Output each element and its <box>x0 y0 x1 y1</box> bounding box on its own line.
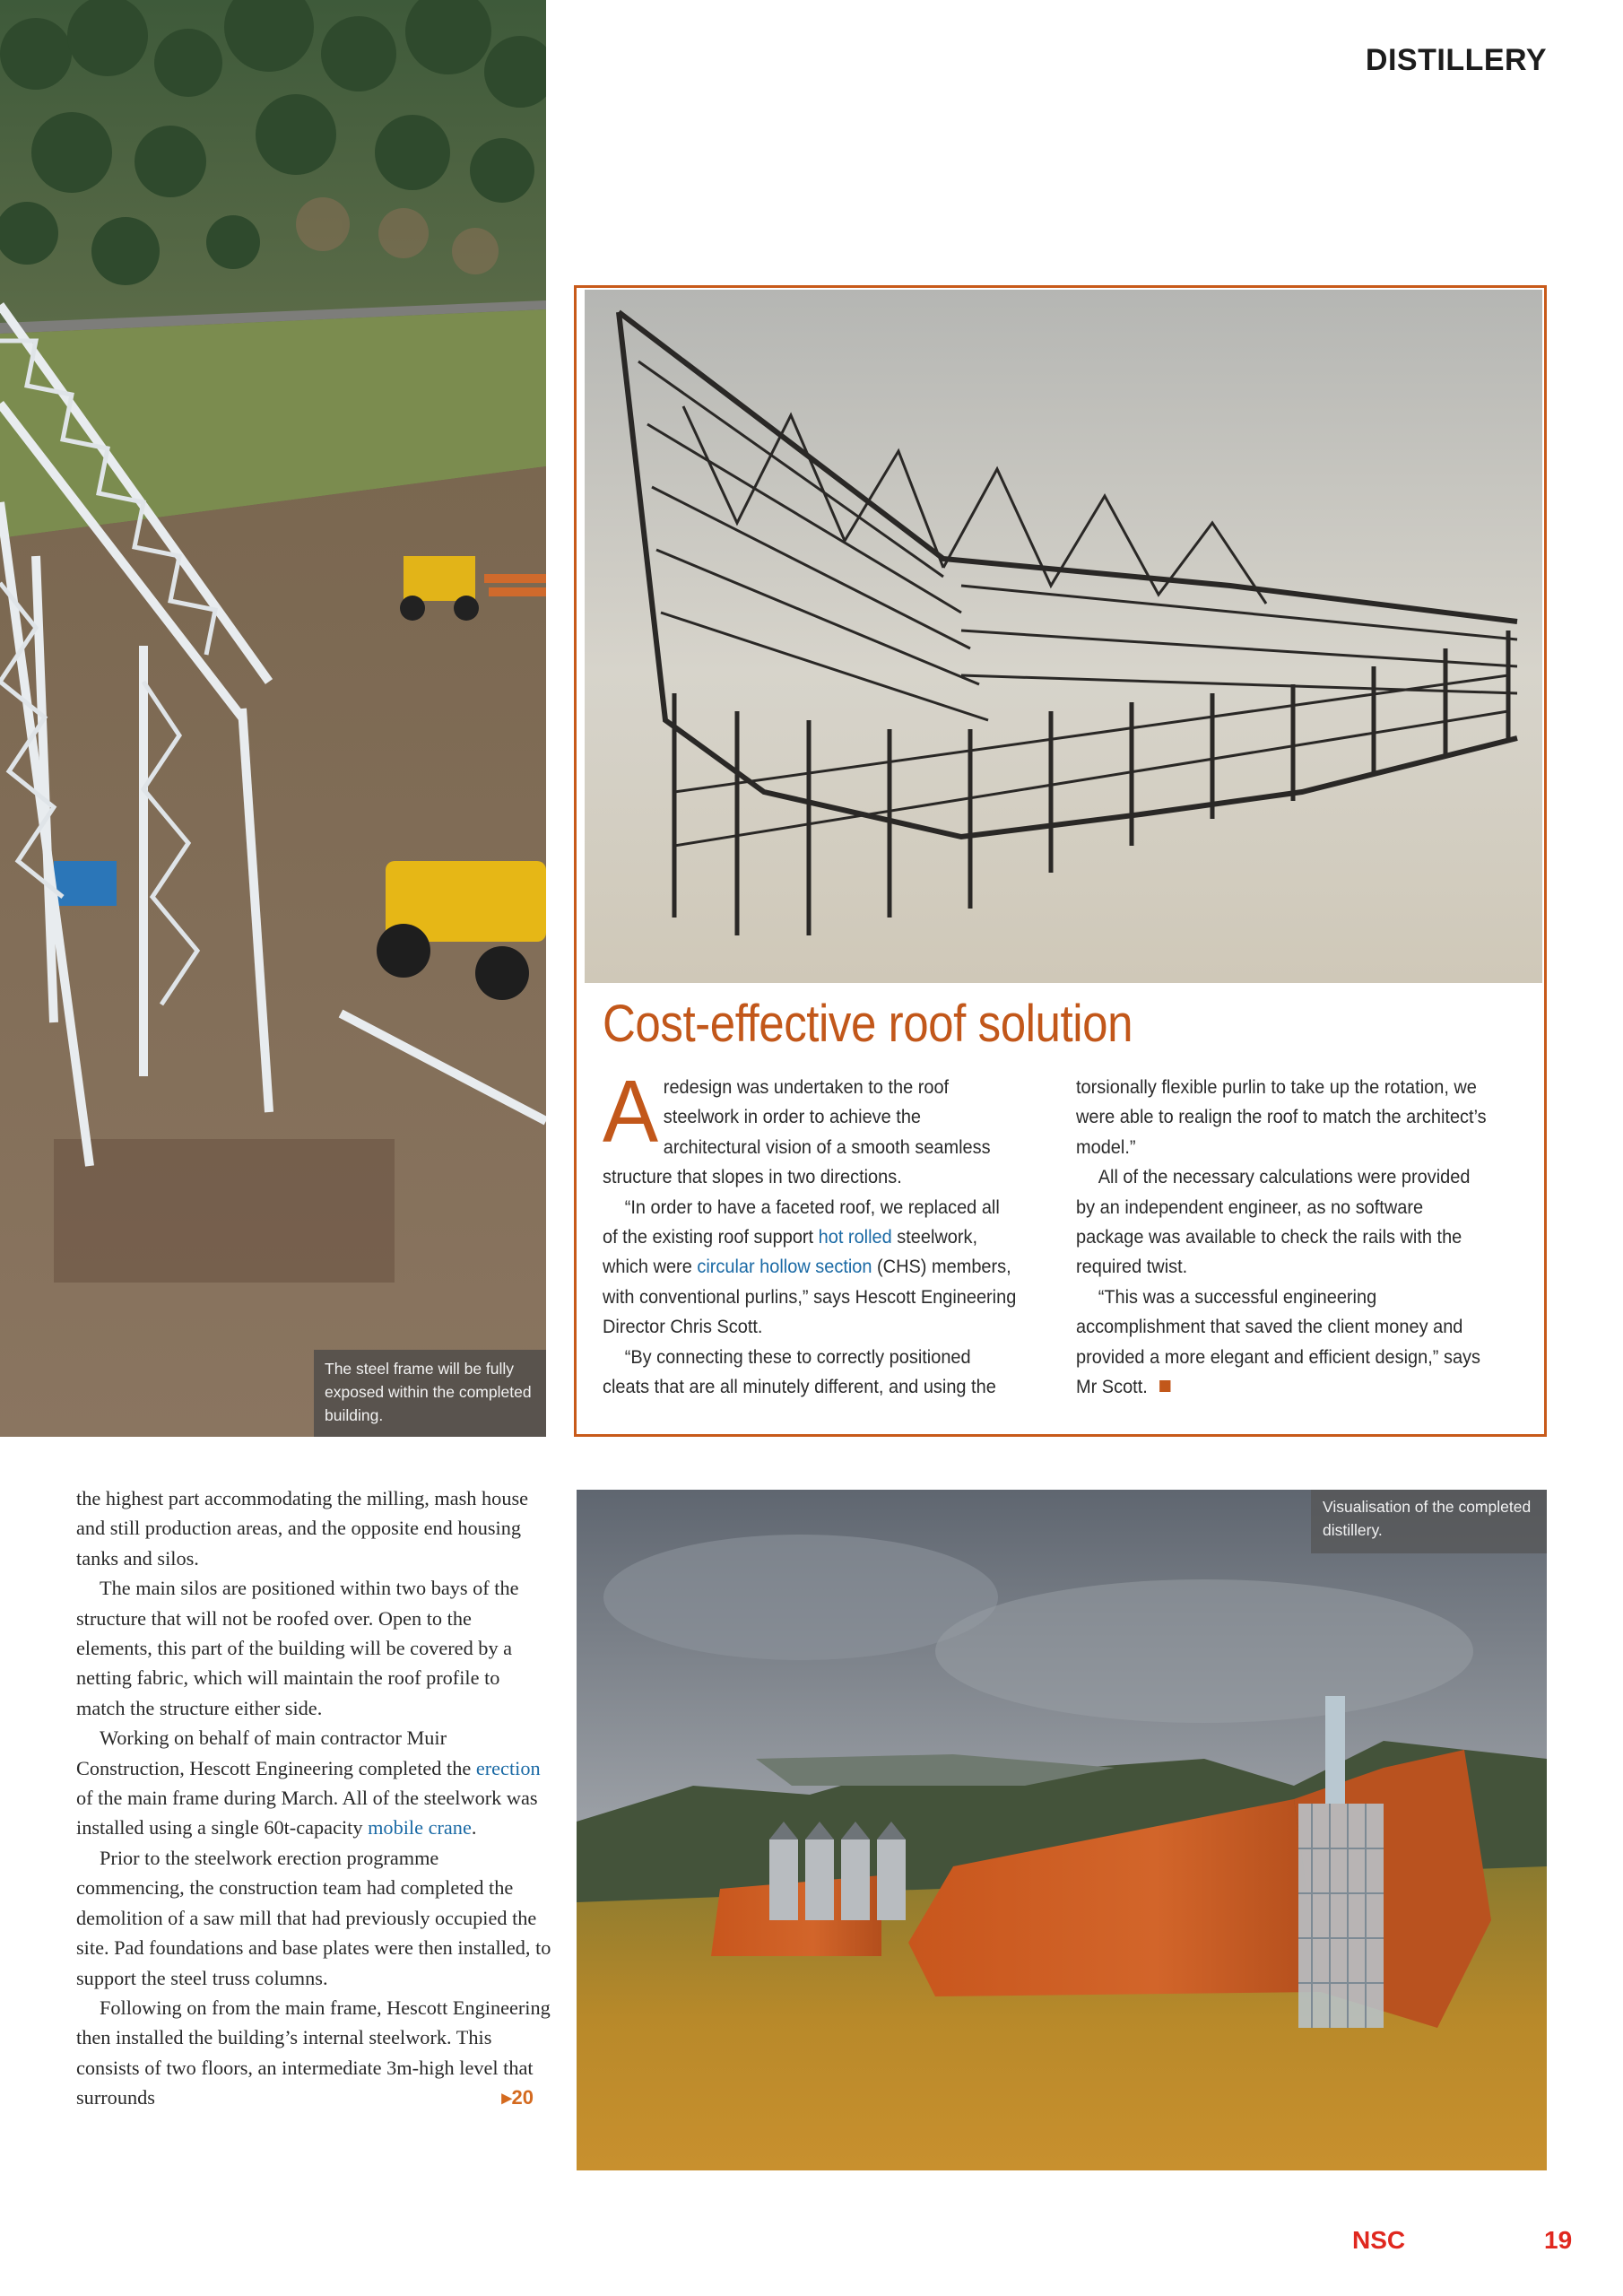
sidebar-paragraph: All of the necessary calculations were provided by an independent engineer, as no software package was available to check the rails with the required twist. <box>1076 1167 1471 1278</box>
end-mark-icon <box>1159 1380 1170 1392</box>
section-tag: DISTILLERY <box>1365 43 1547 77</box>
body-paragraph: The main silos are positioned within two bays of the structure that will not be roofed over. Open to the elements, this part of the building will be covered by a netting fabric, which will maintain the roof profile to match the structure either side. <box>76 1577 519 1719</box>
sidebar-paragraph: “By connecting these to correctly positioned cleats that are all minutely different, and using the <box>603 1346 996 1398</box>
body-column: the highest part accommodating the milling, mash house and still production areas, and the opposite end housing tanks and silos. The main silos are positioned within two bays of the structure that will not be roofed over. Open to the elements, this part of the building will be covered by a netting fabric, which will maintain the roof profile to match the structure either side. Working on behalf of main contractor Muir Construction, Hescott Engineering completed the erection of the main frame during March. All of the steelwork was installed using a single 60t-capacity mobile crane. Prior to the steelwork erection programme commencing, the construction team had completed the demolition of a saw mill that had previously occupied the site. Pad foundations and base plates were then installed, to support the steel truss columns. Following on from the main frame, Hescott Engineering then installed the building’s internal steelwork. This consists of two floors, an intermediate 3m-high level that surrounds ▸20 <box>76 1483 551 2113</box>
link-circular-hollow-section[interactable]: circular hollow section <box>697 1257 872 1278</box>
link-hot-rolled[interactable]: hot rolled <box>818 1227 892 1248</box>
sidebar-column-2: torsionally flexible purlin to take up the rotation, we were able to realign the roof to match the architect’s model.” All of the necessary calculations were provided by an independent engineer, as no software package was available to check the rails with the required twist. “This was a successful engineering accomplishment that saved the client money and provided a more elegant and efficient design,” says Mr Scott. <box>1076 1073 1492 1402</box>
link-mobile-crane[interactable]: mobile crane <box>368 1816 472 1839</box>
visualisation-caption: Visualisation of the completed distillery. <box>1311 1490 1547 1553</box>
body-paragraph: Prior to the steelwork erection programme commencing, the construction team had completed the demolition of a saw mill that had previously occupied the site. Pad foundations and base plates were then installed, to support the steel truss columns. <box>76 1846 551 1989</box>
site-photo <box>0 0 546 1437</box>
link-erection[interactable]: erection <box>475 1756 541 1779</box>
steel-frame-render <box>585 290 1542 983</box>
page-number: 19 <box>1544 2226 1573 2254</box>
sidebar-paragraph: torsionally flexible purlin to take up the rotation, we were able to realign the roof to match the architect’s model.” <box>1076 1077 1487 1158</box>
sidebar-column-1: A redesign was undertaken to the roof steelwork in order to achieve the architectural vision of a smooth seamless structure that slopes in two directions. “In order to have a faceted roof, we replaced all of the existing roof support hot rolled steelwork, which were circular hollow section (CHS) members, with conventional purlins,” says Hescott Engineering Director Chris Scott. “By connecting these to correctly positioned cleats that are all minutely different, and using the <box>603 1073 1019 1402</box>
body-paragraph: Following on from the main frame, Hescott Engineering then installed the building’s internal steelwork. This consists of two floors, an intermediate 3m-high level that surrounds <box>76 1996 551 2109</box>
sidebar-title: Cost-effective roof solution <box>603 995 1133 1053</box>
continued-page-link[interactable]: ▸20 <box>501 2086 534 2109</box>
site-photo-caption: The steel frame will be fully exposed within the completed building. <box>314 1350 546 1437</box>
body-paragraph: the highest part accommodating the milling, mash house and still production areas, and the opposite end housing tanks and silos. <box>76 1487 529 1570</box>
drop-cap: A <box>603 1062 659 1161</box>
distillery-visualisation <box>577 1490 1547 2170</box>
magazine-name: NSC <box>1352 2226 1406 2254</box>
